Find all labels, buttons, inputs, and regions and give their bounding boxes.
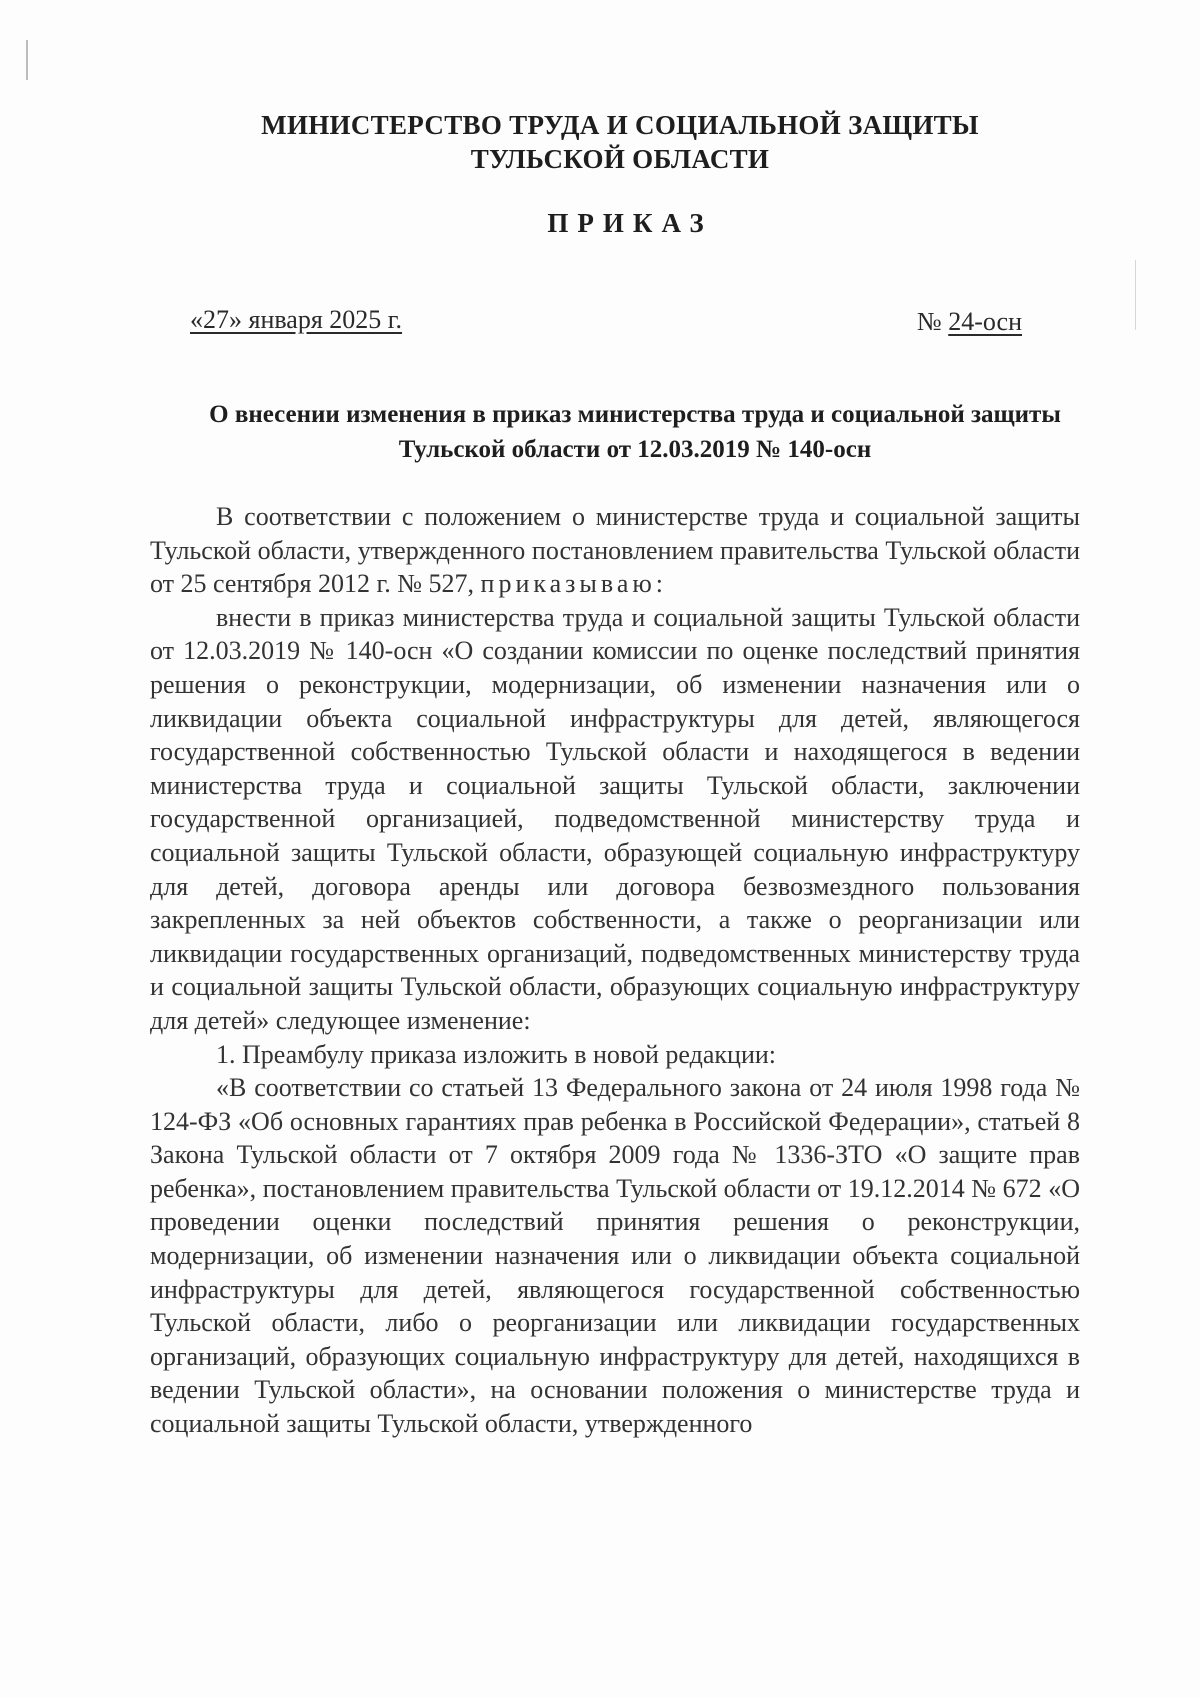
ministry-name (0, 108, 1200, 176)
order-body (150, 500, 1080, 1441)
order-subject-line2: Тульской области от 12.03.2019 № 140-осн (398, 436, 872, 463)
ministry-name-line2: ТУЛЬСКОЙ ОБЛАСТИ (470, 144, 770, 174)
ministry-name-line1: МИНИСТЕРСТВО ТРУДА И СОЦИАЛЬНОЙ ЗАЩИТЫ (261, 110, 979, 140)
preamble-text: В соответствии с положением о министерстве труда и социальной защиты Тульской области, утвержденного постановлением правительства Тульской области от 25 сентября 2012 г. № 527, (150, 502, 1080, 599)
preamble-paragraph (150, 500, 1080, 601)
order-number (917, 307, 1022, 337)
order-subject (150, 397, 1120, 467)
order-subject-line1: О внесении изменения в приказ министерства труда и социальной защиты (209, 401, 1061, 428)
order-word: приказываю: (480, 569, 668, 599)
amendment-paragraph: внести в приказ министерства труда и социальной защиты Тульской области от 12.03.2019 № 140-осн «О создании комиссии по оценке последствий принятия решения о реконструкции, модернизации, об изменении назначения или о ликвидации объекта социальной инфраструктуры для детей, являющегося государственной собственностью Тульской области и находящегося в ведении министерства труда и социальной защиты Тульской области, заключении государственной организацией, подведомственной министерству труда и социальной защиты Тульской области, образующей социальную инфраструктуру для детей, договора аренды или договора безвозмездного пользования закрепленных за ней объектов собственности, а также о реорганизации или ликвидации государственных организаций, подведомственных министерству труда и социальной защиты Тульской области, образующих социальную инфраструктуру для детей» следующее изменение: (150, 602, 1080, 1035)
order-number-prefix: № (916, 307, 942, 336)
document-type-title: ПРИКАЗ (547, 208, 713, 238)
order-date-value: «27» января 2025 г. (190, 305, 403, 334)
new-preamble-paragraph: «В соответствии со статьей 13 Федерального закона от 24 июля 1998 года № 124-ФЗ «Об основных гарантиях прав ребенка в Российской Федерации», статьей 8 Закона Тульской области от 7 октября 2009 года № 1336-ЗТО «О защите прав ребенка», постановлением правительства Тульской области от 19.12.2014 № 672 «О проведении оценки последствий принятия решения о реконструкции, модернизации, об изменении назначения или о ликвидации объекта социальной инфраструктуры для детей, являющегося государственной собственностью Тульской области, либо о реорганизации или ликвидации государственных организаций, образующих социальную инфраструктуру для детей, находящихся в ведении Тульской области», на основании положения о министерстве труда и социальной защиты Тульской области, утвержденного (150, 1073, 1080, 1439)
order-date (190, 305, 402, 335)
scan-artifact (26, 40, 28, 80)
order-number-value: 24-осн (948, 307, 1022, 336)
amendment-item-1: 1. Преамбулу приказа изложить в новой редакции: (216, 1039, 776, 1069)
scan-artifact (1135, 260, 1136, 330)
